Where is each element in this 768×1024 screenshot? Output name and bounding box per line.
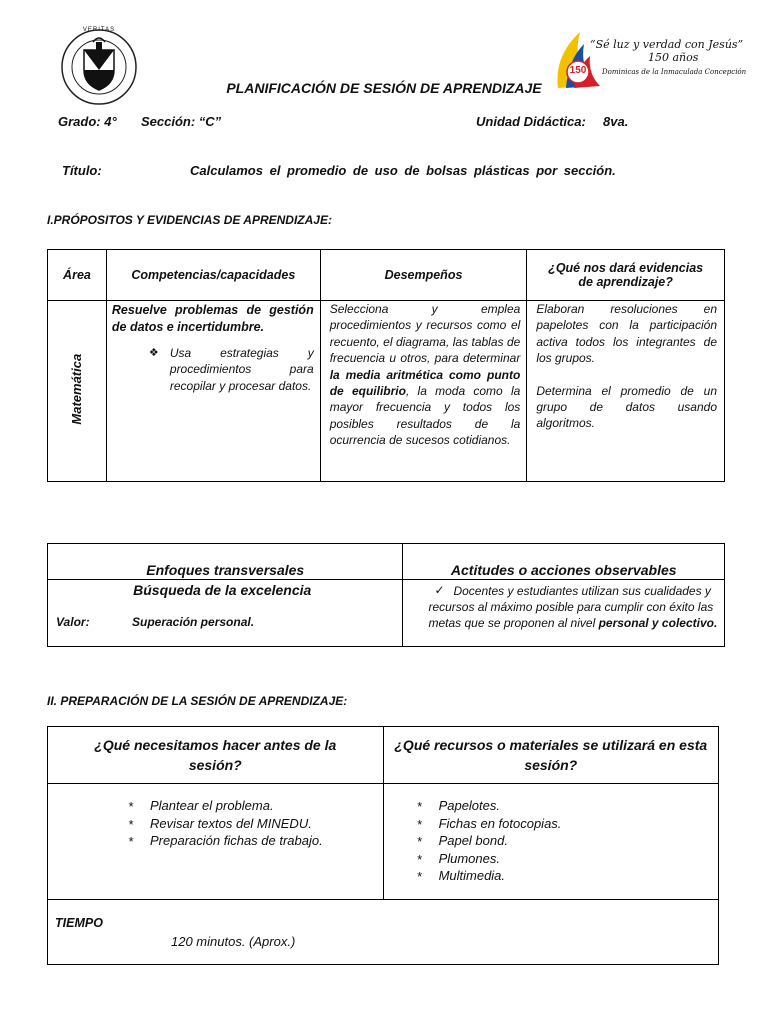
- header-evidencias: ¿Qué nos dará evidencias de aprendizaje?: [527, 250, 725, 301]
- competencia-text: Resuelve problemas de gestión de datos e incertidumbre.: [111, 303, 314, 334]
- actitudes-cell: [403, 580, 725, 647]
- antes-list: [128, 797, 383, 850]
- recursos-header: ¿Qué recursos o materiales se utilizará en esta sesión?: [383, 727, 718, 784]
- diamond-bullet-icon: ❖: [148, 347, 159, 359]
- list-item: * Revisar textos del MINEDU.: [128, 815, 383, 833]
- evidencia-1-text: Elaboran resoluciones en papelotes con la participación activa todos los integrantes de los grupos.: [536, 302, 717, 366]
- propositos-row: [48, 301, 725, 482]
- preparacion-row: [48, 784, 719, 900]
- checkmark-icon: ✓: [434, 583, 445, 597]
- anniversary-seal-logo: 150 “Sé luz y verdad con Jesús” 150 años Dominicas de la Inmaculada Concepción: [550, 26, 725, 96]
- antes-cell: [48, 784, 384, 900]
- enfoque-text: Búsqueda de la excelencia: [133, 582, 312, 598]
- grado-text: Grado: 4°: [58, 114, 117, 129]
- desempeno-text-bold: la media aritmética como punto de equilibrio: [329, 367, 521, 399]
- recursos-cell: [383, 784, 718, 900]
- enfoques-row: [48, 580, 725, 647]
- enfoques-header-right: Actitudes o acciones observables: [403, 544, 725, 580]
- section1-heading: I.PRÓPOSITOS Y EVIDENCIAS DE APRENDIZAJE:: [47, 213, 332, 227]
- list-item: * Preparación fichas de trabajo.: [128, 832, 383, 850]
- valor-text: Superación personal.: [132, 615, 255, 629]
- header-competencias: Competencias/capacidades: [106, 250, 320, 301]
- enfoque-cell: [48, 580, 403, 647]
- header-desempenos: Desempeños: [320, 250, 527, 301]
- desempenos-cell: [320, 301, 527, 482]
- recursos-list: [417, 797, 718, 885]
- tiempo-cell: [48, 900, 719, 965]
- unidad-label: Unidad Didáctica:: [476, 114, 586, 129]
- titulo-label: Título:: [62, 163, 102, 178]
- enfoques-header-row: [48, 544, 725, 580]
- tiempo-row: [48, 900, 719, 965]
- preparacion-header-row: [48, 727, 719, 784]
- desempeno-text-b: , la moda como la mayor frecuencia y todos los posibles resultados de la ocurrencia de sucesos cotidianos.: [329, 384, 521, 448]
- actitud-text-a: Docentes y estudiantes utilizan sus cualidades y recursos al máximo posible para cumplir con éxito las metas que se proponen al nivel: [428, 584, 714, 630]
- section2-heading: II. PREPARACIÓN DE LA SESIÓN DE APRENDIZAJE:: [47, 694, 348, 708]
- titulo-value: Calculamos el promedio de uso de bolsas plásticas por sección.: [190, 163, 616, 178]
- list-item: * Plumones.: [417, 850, 718, 868]
- area-text: Matemática: [68, 353, 84, 425]
- actitud-text-bold: personal y colectivo.: [598, 616, 718, 630]
- seccion-text: Sección: “C”: [141, 114, 222, 129]
- tiempo-value: 120 minutos. (Aprox.): [171, 934, 296, 949]
- propositos-header-row: [48, 250, 725, 301]
- antes-header: ¿Qué necesitamos hacer antes de la sesión?: [48, 727, 384, 784]
- evidencias-cell: [527, 301, 725, 482]
- desempeno-text-a: Selecciona y emplea procedimientos y recursos como el recuento, el diagrama, las tablas de frecuencia u otros, para determinar: [329, 302, 521, 366]
- tiempo-label: TIEMPO: [55, 916, 103, 930]
- list-item: * Fichas en fotocopias.: [417, 815, 718, 833]
- header-area: Área: [48, 250, 107, 301]
- document-title: PLANIFICACIÓN DE SESIÓN DE APRENDIZAJE: [226, 80, 542, 96]
- area-cell: [48, 301, 107, 482]
- preparacion-table: [47, 726, 719, 965]
- capacidad-text: Usa estrategias y procedimientos para recopilar y procesar datos.: [169, 346, 314, 393]
- valor-label: Valor:: [56, 615, 90, 629]
- enfoques-table: [47, 543, 725, 647]
- propositos-table: [47, 249, 725, 482]
- list-item: * Papel bond.: [417, 832, 718, 850]
- unidad-value: 8va.: [603, 114, 629, 129]
- list-item: * Papelotes.: [417, 797, 718, 815]
- enfoques-header-left: Enfoques transversales: [48, 544, 403, 580]
- evidencia-2-text: Determina el promedio de un grupo de datos usando algoritmos.: [536, 383, 717, 431]
- competencias-cell: [106, 301, 320, 482]
- list-item: * Plantear el problema.: [128, 797, 383, 815]
- list-item: * Multimedia.: [417, 867, 718, 885]
- crest-text-ring: VERITAS: [82, 27, 116, 33]
